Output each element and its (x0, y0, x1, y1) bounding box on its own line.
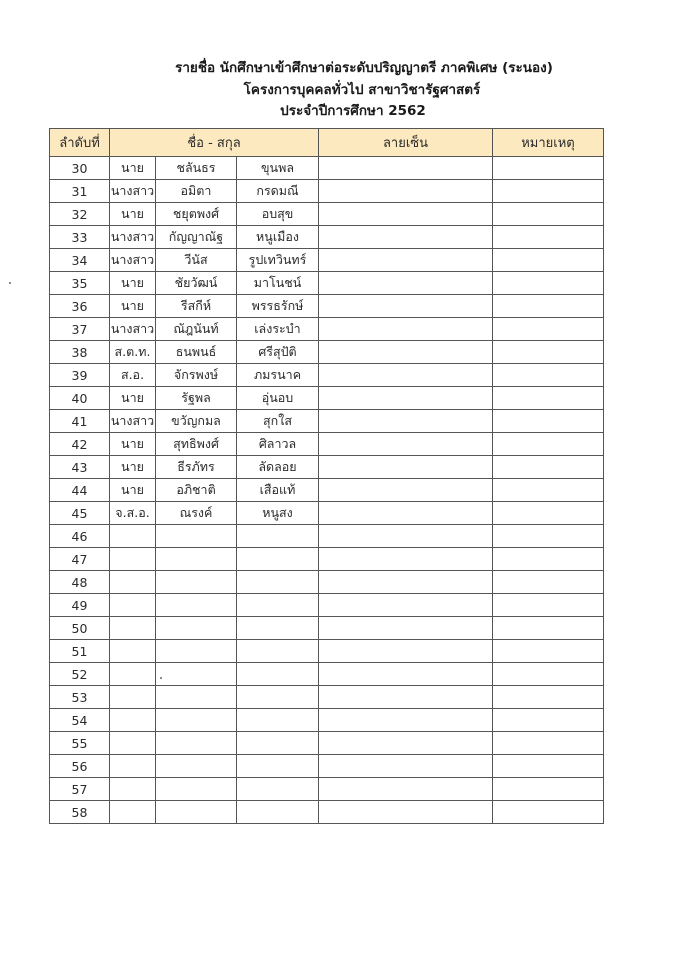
row-title-cell (110, 617, 156, 640)
row-first-name-cell: รีสกีห์ (156, 295, 237, 318)
row-title-cell: นาย (110, 203, 156, 226)
row-first-name-cell: อมิตา (156, 180, 237, 203)
row-first-name-cell (156, 778, 237, 801)
row-remark-cell (493, 456, 604, 479)
table-row (50, 203, 604, 226)
row-first-name-cell (156, 640, 237, 663)
row-remark-cell (493, 617, 604, 640)
table-row (50, 157, 604, 180)
row-first-name-cell (156, 594, 237, 617)
table-row (50, 663, 604, 686)
row-number-cell: 56 (50, 755, 110, 778)
row-last-name-cell: รูปเทวินทร์ (237, 249, 319, 272)
row-last-name-cell: ภมรนาค (237, 364, 319, 387)
row-title-cell: นาย (110, 272, 156, 295)
row-title-cell (110, 640, 156, 663)
row-first-name-cell: ขวัญกมล (156, 410, 237, 433)
row-remark-cell (493, 778, 604, 801)
row-title-cell (110, 571, 156, 594)
row-signature-cell (319, 571, 493, 594)
row-signature-cell (319, 272, 493, 295)
row-number-cell: 31 (50, 180, 110, 203)
row-first-name-cell (156, 663, 237, 686)
row-remark-cell (493, 755, 604, 778)
row-number-cell: 36 (50, 295, 110, 318)
table-row (50, 548, 604, 571)
row-number-cell: 47 (50, 548, 110, 571)
row-signature-cell (319, 640, 493, 663)
row-last-name-cell (237, 686, 319, 709)
row-number-cell: 49 (50, 594, 110, 617)
row-signature-cell (319, 364, 493, 387)
row-title-cell (110, 801, 156, 824)
row-title-cell: นาย (110, 295, 156, 318)
column-header-signature: ลายเซ็น (319, 129, 493, 157)
row-remark-cell (493, 226, 604, 249)
table-row (50, 341, 604, 364)
row-last-name-cell: ขุนพล (237, 157, 319, 180)
row-first-name-cell: ชลันธร (156, 157, 237, 180)
row-last-name-cell (237, 663, 319, 686)
scan-speck (160, 677, 162, 679)
row-remark-cell (493, 663, 604, 686)
row-last-name-cell (237, 732, 319, 755)
row-first-name-cell: อภิชาติ (156, 479, 237, 502)
row-remark-cell (493, 249, 604, 272)
row-first-name-cell: ณรงค์ (156, 502, 237, 525)
row-title-cell (110, 525, 156, 548)
scan-speck (9, 282, 11, 284)
row-last-name-cell: อบสุข (237, 203, 319, 226)
row-remark-cell (493, 709, 604, 732)
row-remark-cell (493, 387, 604, 410)
row-last-name-cell (237, 548, 319, 571)
table-row (50, 732, 604, 755)
row-title-cell (110, 548, 156, 571)
row-signature-cell (319, 318, 493, 341)
row-last-name-cell: อุ่นอบ (237, 387, 319, 410)
table-row (50, 433, 604, 456)
row-last-name-cell (237, 594, 319, 617)
row-number-cell: 37 (50, 318, 110, 341)
row-last-name-cell (237, 640, 319, 663)
row-remark-cell (493, 801, 604, 824)
row-signature-cell (319, 525, 493, 548)
table-header-row (50, 129, 604, 157)
row-first-name-cell: ชัยวัฒน์ (156, 272, 237, 295)
row-first-name-cell (156, 755, 237, 778)
row-signature-cell (319, 594, 493, 617)
row-signature-cell (319, 341, 493, 364)
row-title-cell: นาย (110, 456, 156, 479)
column-header-name: ชื่อ - สกุล (110, 129, 319, 157)
row-last-name-cell (237, 709, 319, 732)
row-number-cell: 34 (50, 249, 110, 272)
table-body (50, 157, 604, 824)
row-signature-cell (319, 387, 493, 410)
row-last-name-cell (237, 525, 319, 548)
row-number-cell: 52 (50, 663, 110, 686)
row-last-name-cell: หนูเมือง (237, 226, 319, 249)
row-remark-cell (493, 157, 604, 180)
row-number-cell: 32 (50, 203, 110, 226)
row-remark-cell (493, 410, 604, 433)
row-remark-cell (493, 433, 604, 456)
row-number-cell: 42 (50, 433, 110, 456)
row-first-name-cell: รัฐพล (156, 387, 237, 410)
row-first-name-cell: สุทธิพงศ์ (156, 433, 237, 456)
row-remark-cell (493, 203, 604, 226)
table-row (50, 755, 604, 778)
table-row (50, 387, 604, 410)
row-title-cell: นางสาว (110, 318, 156, 341)
row-number-cell: 58 (50, 801, 110, 824)
row-remark-cell (493, 180, 604, 203)
column-header-no: ลำดับที่ (50, 129, 110, 157)
row-signature-cell (319, 686, 493, 709)
row-first-name-cell: ธนพนธ์ (156, 341, 237, 364)
header-academic-year: ประจำปีการศึกษา 2562 (280, 103, 426, 119)
table-row (50, 525, 604, 548)
row-number-cell: 45 (50, 502, 110, 525)
row-number-cell: 30 (50, 157, 110, 180)
row-first-name-cell (156, 525, 237, 548)
row-remark-cell (493, 295, 604, 318)
row-title-cell: จ.ส.อ. (110, 502, 156, 525)
row-remark-cell (493, 732, 604, 755)
row-first-name-cell: กัญญาณัฐ (156, 226, 237, 249)
row-number-cell: 51 (50, 640, 110, 663)
row-last-name-cell: กรดมณี (237, 180, 319, 203)
row-title-cell (110, 663, 156, 686)
row-last-name-cell: ลัดลอย (237, 456, 319, 479)
row-number-cell: 46 (50, 525, 110, 548)
table-row (50, 295, 604, 318)
row-last-name-cell: เสือแท้ (237, 479, 319, 502)
row-title-cell: นาย (110, 433, 156, 456)
table-row (50, 778, 604, 801)
row-title-cell: นางสาว (110, 410, 156, 433)
column-header-remark: หมายเหตุ (493, 129, 604, 157)
row-signature-cell (319, 157, 493, 180)
row-last-name-cell: ศิลาวล (237, 433, 319, 456)
table-row (50, 479, 604, 502)
row-remark-cell (493, 640, 604, 663)
row-number-cell: 43 (50, 456, 110, 479)
row-signature-cell (319, 617, 493, 640)
row-number-cell: 54 (50, 709, 110, 732)
row-signature-cell (319, 755, 493, 778)
row-signature-cell (319, 433, 493, 456)
row-last-name-cell: มาโนชน์ (237, 272, 319, 295)
student-roster-table (49, 128, 604, 824)
table-row (50, 410, 604, 433)
row-number-cell: 39 (50, 364, 110, 387)
table-row (50, 364, 604, 387)
table-row (50, 594, 604, 617)
row-signature-cell (319, 502, 493, 525)
row-signature-cell (319, 226, 493, 249)
row-last-name-cell (237, 801, 319, 824)
row-last-name-cell (237, 571, 319, 594)
row-signature-cell (319, 410, 493, 433)
table-row (50, 226, 604, 249)
row-number-cell: 48 (50, 571, 110, 594)
row-title-cell: นางสาว (110, 180, 156, 203)
row-title-cell (110, 594, 156, 617)
row-first-name-cell (156, 801, 237, 824)
row-last-name-cell: สุกใส (237, 410, 319, 433)
header-program: โครงการบุคคลทั่วไป สาขาวิชารัฐศาสตร์ (243, 81, 481, 98)
row-remark-cell (493, 364, 604, 387)
row-title-cell: นาย (110, 157, 156, 180)
row-title-cell: นาย (110, 387, 156, 410)
row-first-name-cell: ธีรภัทร (156, 456, 237, 479)
row-first-name-cell (156, 548, 237, 571)
row-title-cell (110, 686, 156, 709)
row-title-cell (110, 709, 156, 732)
row-title-cell: ส.ต.ท. (110, 341, 156, 364)
row-title-cell (110, 778, 156, 801)
row-last-name-cell (237, 778, 319, 801)
row-signature-cell (319, 180, 493, 203)
table-row (50, 456, 604, 479)
row-title-cell (110, 732, 156, 755)
table-row (50, 640, 604, 663)
row-signature-cell (319, 479, 493, 502)
header-title: รายชื่อ นักศึกษาเข้าศึกษาต่อระดับปริญญาตรี ภาคพิเศษ (ระนอง) (175, 60, 553, 76)
table-row (50, 571, 604, 594)
document-header (0, 58, 698, 123)
row-last-name-cell (237, 755, 319, 778)
row-last-name-cell: ศรีสุปัติ (237, 341, 319, 364)
row-first-name-cell: ชยุตพงศ์ (156, 203, 237, 226)
table-row (50, 709, 604, 732)
row-number-cell: 50 (50, 617, 110, 640)
row-first-name-cell (156, 686, 237, 709)
row-number-cell: 55 (50, 732, 110, 755)
row-remark-cell (493, 341, 604, 364)
row-last-name-cell (237, 617, 319, 640)
row-title-cell (110, 755, 156, 778)
row-first-name-cell (156, 617, 237, 640)
row-number-cell: 38 (50, 341, 110, 364)
row-number-cell: 40 (50, 387, 110, 410)
row-number-cell: 35 (50, 272, 110, 295)
row-last-name-cell: เล่งระบำ (237, 318, 319, 341)
row-remark-cell (493, 571, 604, 594)
row-first-name-cell: วีนัส (156, 249, 237, 272)
row-signature-cell (319, 249, 493, 272)
row-signature-cell (319, 456, 493, 479)
table-row (50, 272, 604, 295)
row-remark-cell (493, 548, 604, 571)
row-number-cell: 41 (50, 410, 110, 433)
row-first-name-cell: จักรพงษ์ (156, 364, 237, 387)
row-title-cell: นางสาว (110, 226, 156, 249)
row-remark-cell (493, 594, 604, 617)
row-signature-cell (319, 778, 493, 801)
row-signature-cell (319, 663, 493, 686)
row-signature-cell (319, 203, 493, 226)
table-row (50, 502, 604, 525)
row-title-cell: นางสาว (110, 249, 156, 272)
row-title-cell: ส.อ. (110, 364, 156, 387)
row-number-cell: 53 (50, 686, 110, 709)
row-first-name-cell (156, 571, 237, 594)
row-remark-cell (493, 525, 604, 548)
row-title-cell: นาย (110, 479, 156, 502)
row-signature-cell (319, 548, 493, 571)
table-row (50, 801, 604, 824)
row-last-name-cell: หนูสง (237, 502, 319, 525)
row-number-cell: 33 (50, 226, 110, 249)
table-row (50, 249, 604, 272)
row-number-cell: 44 (50, 479, 110, 502)
row-first-name-cell (156, 709, 237, 732)
row-remark-cell (493, 318, 604, 341)
row-signature-cell (319, 801, 493, 824)
row-last-name-cell: พรรธรักษ์ (237, 295, 319, 318)
row-signature-cell (319, 295, 493, 318)
row-remark-cell (493, 686, 604, 709)
table-row (50, 180, 604, 203)
table-row (50, 318, 604, 341)
row-first-name-cell: ณัฎนันท์ (156, 318, 237, 341)
row-remark-cell (493, 502, 604, 525)
row-remark-cell (493, 479, 604, 502)
row-signature-cell (319, 732, 493, 755)
row-number-cell: 57 (50, 778, 110, 801)
row-signature-cell (319, 709, 493, 732)
row-remark-cell (493, 272, 604, 295)
row-first-name-cell (156, 732, 237, 755)
table-row (50, 617, 604, 640)
table-row (50, 686, 604, 709)
